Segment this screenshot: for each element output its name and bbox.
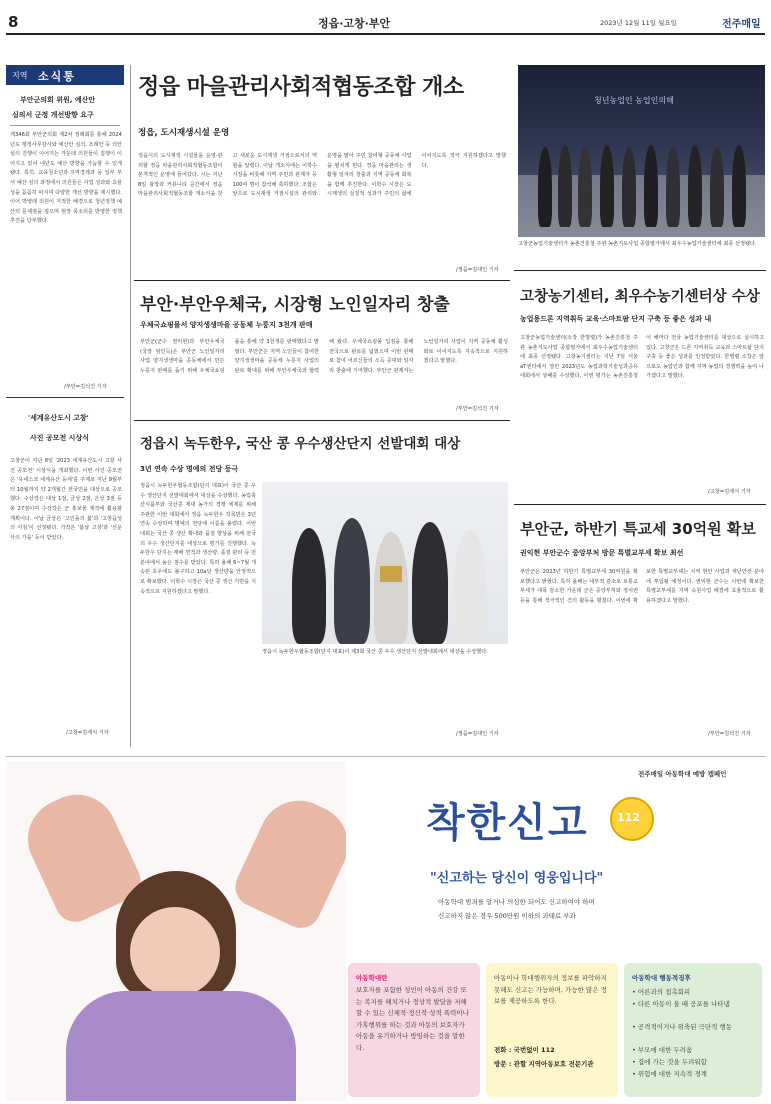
paper-name: 전주매일	[722, 19, 761, 30]
report-phone: 전화 : 국번없이 112	[494, 1046, 555, 1054]
region-item1-subtitle: 심의서 군정 개선방향 요구	[12, 111, 94, 119]
region-item1-title: 부안군의회 위원, 예산안	[20, 96, 96, 104]
story-divider	[134, 280, 510, 281]
story1-headline: 정읍 마을관리사회적협동조합 개소	[138, 75, 464, 100]
story4-headline: 정읍시 녹두한우, 국산 콩 우수생산단지 선발대회 대상	[140, 436, 461, 452]
award-winners-photo	[262, 482, 508, 644]
region-item2-subtitle: 사진 공모전 시상식	[30, 434, 89, 442]
photo1-caption: 고창군농업기술센터가 농촌진흥청 주관 농촌지도사업 종합평가에서 최우수농업기술센터에 최종 선정됐다.	[518, 241, 757, 247]
story2-headline: 고창농기센터, 최우수농기센터상 수상	[520, 289, 760, 305]
ad-desc-1: 아동학대 범죄를 알거나 의심한 되어도 신고하여야 하며	[438, 898, 595, 906]
region-item2-body: 고창군이 지난 8일 '2023 세계유산도시 고창 사진 공모전' 시상식을 개최했다. 이번 사진 공모전은 '유네스코 세계유산 등재'를 주제로 지난 9월부터 10월까지 약 2개월간 전국민을 대상으로 공모했다. 수상작은 대상 1점, 금상 2점, 은상 3점 등 총 27점이며 수상작은 군 홍보물 제작에 활용할 계획이다. 이날 금상은 '고인돌의 봄'과 '고창읍성의 아침'이 선정됐다. 가작은 '봄날 고창'과 '선운사의 가을' 등이 받았다.	[10, 458, 122, 541]
region-item2-title: '세계유산도시 고창'	[28, 414, 89, 422]
story1-byline: /정읍=김대인 기자	[456, 267, 499, 273]
banner-text: 청년농업인 농업인의해	[594, 96, 674, 105]
ad-desc-2: 신고하지 않은 경우 500만원 이하의 과태료 부과	[438, 912, 576, 920]
story4-photo-caption: 정읍시 녹두한우협동조합(단지 대표)이 제3회 국산 콩 우수 생산단지 선발대회에서 대상을 수상했다.	[262, 649, 488, 655]
story5-byline: /부안=김석진 기자	[708, 731, 751, 737]
story-divider	[514, 270, 766, 271]
section-title: 정읍·고창·부안	[318, 17, 391, 30]
masthead-rule	[6, 33, 765, 35]
info-box-body: 아동이나 학대행위자의 정보를 파악하지 못해도 신고는 가능하며, 가능한 많은 정보를 제공하도록 한다.	[494, 974, 607, 1005]
divider	[10, 125, 120, 126]
story3-headline: 부안·부안우체국, 시장형 노인일자리 창출	[140, 295, 450, 315]
info-box-report	[486, 963, 618, 1097]
sign-item: • 어른과의 접촉회피	[632, 988, 691, 996]
issue-date: 2023년 12월 11일 월요일	[600, 19, 677, 27]
sign-item-label: 어른과의 접촉회피	[637, 988, 691, 996]
region-tag-title: 소식통	[38, 70, 76, 83]
info-box-body: 보호자를 포함한 성인이 아동의 건강 또는 복지를 해치거나 정상적 발달을 저해할 수 있는 신체적·정신적·성적 폭력이나 가혹행위를 하는 것과 아동의 보호자가 아동을 유기하거나 방임하는 것을 말한다.	[356, 986, 469, 1052]
sign-item-label: 위험에 대한 지속적 경계	[637, 1070, 707, 1078]
sign-item-label: 부모에 대한 두려움	[637, 1046, 693, 1054]
siren-badge	[610, 797, 654, 841]
story-divider	[514, 504, 766, 505]
info-box-title: 아동학대 행동적징후	[632, 974, 691, 982]
story-divider	[134, 420, 510, 421]
story5-headline: 부안군, 하반기 특교세 30억원 확보	[520, 520, 756, 538]
sign-item: • 다른 아동이 울 때 공포를 나타냄	[632, 1000, 730, 1008]
ad-campaign	[6, 756, 766, 1101]
story5-body: 부안군은 2023년 하반기 특별교부세 30억원을 확보했다고 밝혔다. 특히 올해는 내부적 감소로 보통교부세가 대폭 감소한 가운데 군은 중앙부처와 정치권 등을 통해 적극적인 건의 활동을 펼쳤다. 이번에 확보한 특별교부세는 지역 현안 사업과 재난안전 분야에 투입될 예정이다. 권익현 군수는 이번에 확보한 특별교부세를 지역 숙원사업 해결에 효율적으로 활용하겠다고 말했다.	[520, 569, 764, 604]
sign-item: • 부모에 대한 두려움	[632, 1046, 693, 1054]
story4-body-left: 정읍시 녹두한우협동조합(단지 대표)이 국산 콩 우수 생산단지 선발대회에서 대상을 수상했다. 농림축산식품부와 국산콩 제대 농가의 경쟁 체제를 위해 주관한 이번 대회에서 정읍 녹두한우 작목반은 3년 연속 수상하며 명예의 전당에 이름을 올렸다. 이번 대회는 국산 콩 생산 확대와 품질 향상을 위해 전국의 우수 생산단지를 대상으로 평가를 진행했다. 녹두한우 단지는 재배 면적과 생산량, 품질 관리 등 전 분야에서 높은 점수를 받았다. 특히 올해 6~7월 개속된 호우에도 불구하고 10a당 생산량을 안정적으로 확보했다. 이학수 시장은 국산 콩 생산 기반을 지속적으로 지원하겠다고 말했다.	[140, 483, 256, 595]
region-box	[6, 65, 124, 747]
story2-subhead: 농업용드론 지역취득 교육·스마트팜 단지 구축 등 좋은 성과 내	[520, 315, 712, 323]
story2-byline: /고창=김재식 기자	[708, 489, 751, 495]
sign-item-label: 공격적이거나 위축된 극단적 행동	[637, 1023, 733, 1031]
info-box-definition	[348, 963, 480, 1097]
sign-item: • 위험에 대한 지속적 경계	[632, 1070, 707, 1078]
story1-body: 정읍시의 도시재생 시설물을 운영·관리할 정읍 마을관리사회적협동조합이 본격적인 운영에 들어갔다. 시는 지난 8일 광장과 커뮤니티 공간에서 정읍마을관리사회적협동조합 개소식을 갖고 새로운 도시재생 거점으로서의 역할을 알렸다. 이날 개소식에는 이학수 시장을 비롯해 지역 주민과 관계자 등 100여 명이 참석해 축하했다. 조합은 앞으로 도시재생 거점시설의 관리와 운영을 맡아 주민 참여형 공동체 사업을 펼치게 된다. 정읍 마을관리는 생활형 일자리 창출과 지역 공동체 회복을 함께 추진한다. 이학수 시장은 도시재생의 실질적 성과가 주민의 삶에 이어지도록 적극 지원하겠다고 말했다.	[138, 153, 506, 198]
award-ceremony-photo	[518, 65, 765, 237]
region-item2-byline: /고창=김재식 기자	[66, 730, 109, 736]
story3-body: 부안군(군수 권익현)과 부안우체국(국장 임인득)은 부안군 노인일자리 사업 양지생생마을 공동체에서 만든 누룽지 판매를 돕기 위해 우체국쇼핑몰을 통해 약 3천개를 판매했다고 밝혔다. 부안군은 지역 노인들이 참여한 양지생생마을 공동체 누룽지 사업의 판로 확대를 위해 부안우체국과 협력해 왔다. 우체국쇼핑몰 입점을 통해 전국으로 판로를 넓혔으며 이번 판매로 참여 어르신들의 소득 증대와 일자리 창출에 기여했다. 부안군 관계자는 노인일자리 사업이 지역 공동체 활성화로 이어지도록 지속적으로 지원하겠다고 말했다.	[140, 339, 508, 374]
story3-subhead: 우체국쇼핑몰서 양지생생마을 공동체 누룽지 3천개 판매	[140, 321, 313, 329]
story3-byline: /부안=김석진 기자	[456, 406, 499, 412]
sign-item-label: 다른 아동이 울 때 공포를 나타냄	[637, 1000, 730, 1008]
campaign-label: 전주매일 아동학대 예방 캠페인	[638, 770, 727, 778]
sign-item: • 집에 가는 것을 두려워함	[632, 1058, 707, 1066]
badge-number: 112	[617, 811, 640, 824]
sign-item-label: 집에 가는 것을 두려워함	[637, 1058, 707, 1066]
info-box-signs	[624, 963, 762, 1097]
column-divider	[130, 65, 131, 747]
region-item1-byline: /부안=김석진 기자	[64, 384, 107, 390]
sign-item: • 공격적이거나 위축된 극단적 행동	[632, 1023, 733, 1031]
story1-subhead: 정읍, 도시재생시설 운영	[138, 128, 230, 138]
report-visit: 방문 : 관할 지역아동보호 전문기관	[494, 1060, 594, 1068]
region-tag	[6, 65, 124, 85]
info-box-title: 아동학대란	[356, 974, 388, 982]
region-tag-label: 지역	[12, 71, 28, 80]
page-number: 8	[8, 13, 19, 31]
ad-slogan: "신고하는 당신이 영웅입니다"	[430, 871, 604, 886]
story5-subhead: 권익현 부안군수 중앙부처 방문 특별교부세 확보 최선	[520, 549, 684, 557]
divider	[6, 397, 124, 398]
child-illustration	[6, 761, 346, 1101]
story4-byline: /정읍=김대인 기자	[456, 731, 499, 737]
ad-title: 착한신고	[426, 800, 589, 846]
region-item1-body: 제346회 부안군의회 제2차 정례회를 통해 2024년도 행정사무감사와 예산안 심의, 조례안 등 의안심의 진행이 이어지는 가운데 의원들이 집행이 이어지고 있어 내년도 예산 방향을 가늠할 수 있게 됐다. 특히, 교육청소년과·지역경제과 등 일부 부서 예산 심의 과정에서 의원들은 사업 성과와 효율성을 꼼꼼히 따지며 다양한 개선 방향을 제시했다. 이어 박병래 의원이 지적한 배경으로 청년정책 예산의 문제점을 짚으며 현장 목소리를 반영한 정책 추진을 당부했다.	[10, 132, 122, 225]
story2-body: 고창군농업기술센터(소장 한명렬)가 농촌진흥청 주관 농촌지도사업 종합평가에서 최우수농업기술센터에 최종 선정됐다. 고창농기센터는 지난 7일 서울 aT센터에서 열린 2023년도 농업과학기술성과공유대회에서 상패를 수상했다. 이번 평가는 농촌진흥청이 해마다 전국 농업기술센터를 대상으로 실시하고 있다. 고창군은 드론 지역취득 교육과 스마트팜 단지 구축 등 좋은 성과를 인정받았다. 한명렬 소장은 앞으로도 농업인과 함께 지역 농업의 경쟁력을 높여 나가겠다고 말했다.	[520, 335, 764, 380]
story4-subhead: 3년 연속 수상 명예의 전당 등극	[140, 465, 239, 473]
